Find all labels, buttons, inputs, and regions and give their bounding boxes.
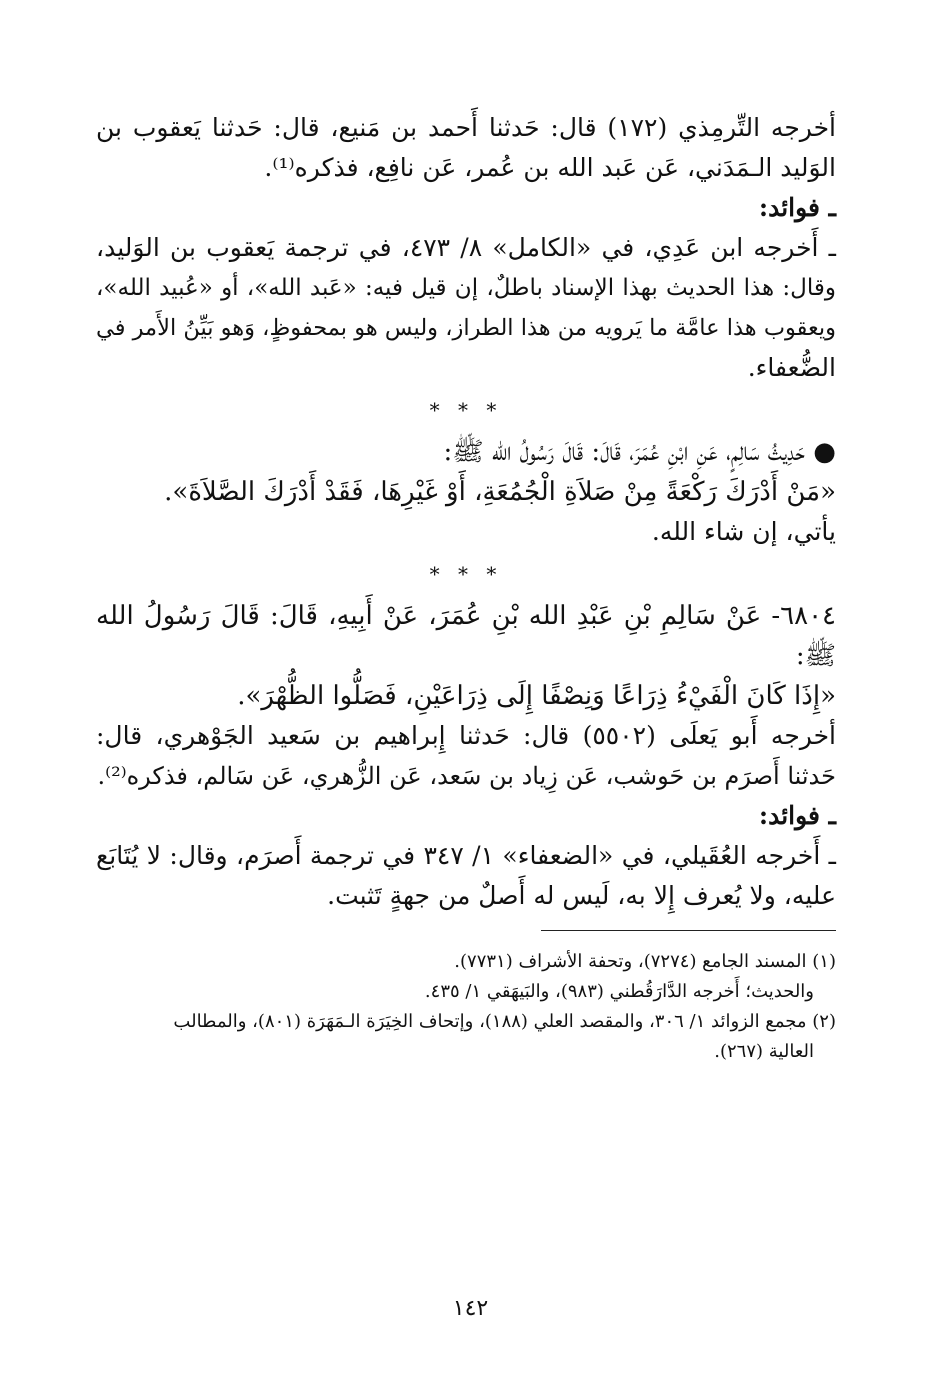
text-line: أخرجه التِّرمِذي (١٧٢) قال: حَدثنا أَحمد بن مَنيع، قال: حَدثنا يَعقوب بن <box>96 113 836 142</box>
footnotes <box>96 947 836 1067</box>
page-number: ١٤٢ <box>452 1296 489 1321</box>
hadith-salim-block <box>96 432 836 552</box>
footnote-separator <box>541 930 836 931</box>
text-line: وقال: هذا الحديث بهذا الإسناد باطلٌ، إن قيل فيه: «عَبد الله»، أو «عُبيد الله»، <box>96 275 836 301</box>
text-line: ـ أَخرجه العُقَيلي، في «الضعفاء» ١/ ٣٤٧ في ترجمة أَصرَم، وقال: لا يُتَابَع <box>96 841 837 870</box>
hadith-isnad-line: ● حَدِيثُ سَالِمٍ، عَنِ ابْنِ عُمَرَ، قَالَ: قَالَ رَسُولُ الله ﷺ: <box>443 437 836 467</box>
text-line: أخرجه أَبو يَعلَى (٥٥٠٢) قال: حَدثنا إِبراهيم بن سَعيد الجَوْهري، قال: <box>96 721 836 750</box>
text-line: ويعقوب هذا عامَّة ما يَرويه من هذا الطراز، وليس هو بمحفوظٍ، وَهو بَيِّنُ الأَمر في <box>95 315 836 341</box>
section-divider: * * * <box>429 562 503 586</box>
text-line: يأتي، إن شاء الله. <box>651 517 836 546</box>
text-line: عليه، ولا يُعرف إِلا به، لَيس له أَصلٌ من جهةٍ تَثبت. <box>327 881 836 910</box>
hadith-matn-line: «إِذَا كَانَ الْفَيْءُ ذِرَاعًا وَنِصْفًا إِلَى ذِرَاعَيْنِ، فَصَلُّوا الظُّهْرَ». <box>237 681 836 711</box>
paragraph-takhrij-tirmidhi <box>96 108 836 188</box>
fawaid-block-1 <box>96 188 836 388</box>
salawat-glyph: ﷺ: <box>795 641 836 671</box>
hadith-matn-line: «مَنْ أَدْرَكَ رَكْعَةً مِنْ صَلاَةِ الْجُمُعَةِ، أَوْ غَيْرِهَا، فَقَدْ أَدْرَكَ الصَّلاَةَ». <box>164 477 836 507</box>
text-line: الضُّعفاء. <box>747 353 836 382</box>
fawaid-block-2 <box>96 796 836 916</box>
footnote-1-continuation: والحديث؛ أَخرجه الدَّارَقُطني (٩٨٣)، والبَيهَقي ١/ ٤٣٥. <box>424 981 814 1002</box>
footnote-1: (١) المسند الجامع (٧٢٧٤)، وتحفة الأشراف (٧٧٣١). <box>454 951 836 972</box>
hadith-6804-block <box>96 596 836 716</box>
footnote-2-continuation: العالية (٢٦٧). <box>714 1041 814 1062</box>
page-body <box>96 108 836 1067</box>
section-divider: * * * <box>429 398 503 422</box>
paragraph-takhrij-abu-yala <box>96 716 836 796</box>
fawaid-heading: ـ فوائد: <box>758 193 836 222</box>
hadith-isnad-line: ٦٨٠٤- عَنْ سَالِمِ بْنِ عَبْدِ الله بْنِ عُمَرَ، عَنْ أَبِيهِ، قَالَ: قَالَ رَسُولُ الله <box>96 601 836 631</box>
text-line: الوَليد الـمَدَني، عَن عَبد الله بن عُمر، عَن نافِع، فذكره⁽¹⁾. <box>264 153 836 182</box>
text-line: حَدثنا أَصرَم بن حَوشب، عَن زِياد بن سَعد، عَن الزُّهري، عَن سَالم، فذكره⁽²⁾. <box>97 762 836 790</box>
text-line: ـ أَخرجه ابن عَدِي، في «الكامل» ٨/ ٤٧٣، في ترجمة يَعقوب بن الوَليد، <box>96 233 836 262</box>
footnote-2: (٢) مجمع الزوائد ١/ ٣٠٦، والمقصد العلي (١٨٨)، وإتحاف الخِيَرَة الـمَهَرَة (٨٠١)، والمطالب <box>173 1011 836 1032</box>
fawaid-heading: ـ فوائد: <box>758 801 836 830</box>
